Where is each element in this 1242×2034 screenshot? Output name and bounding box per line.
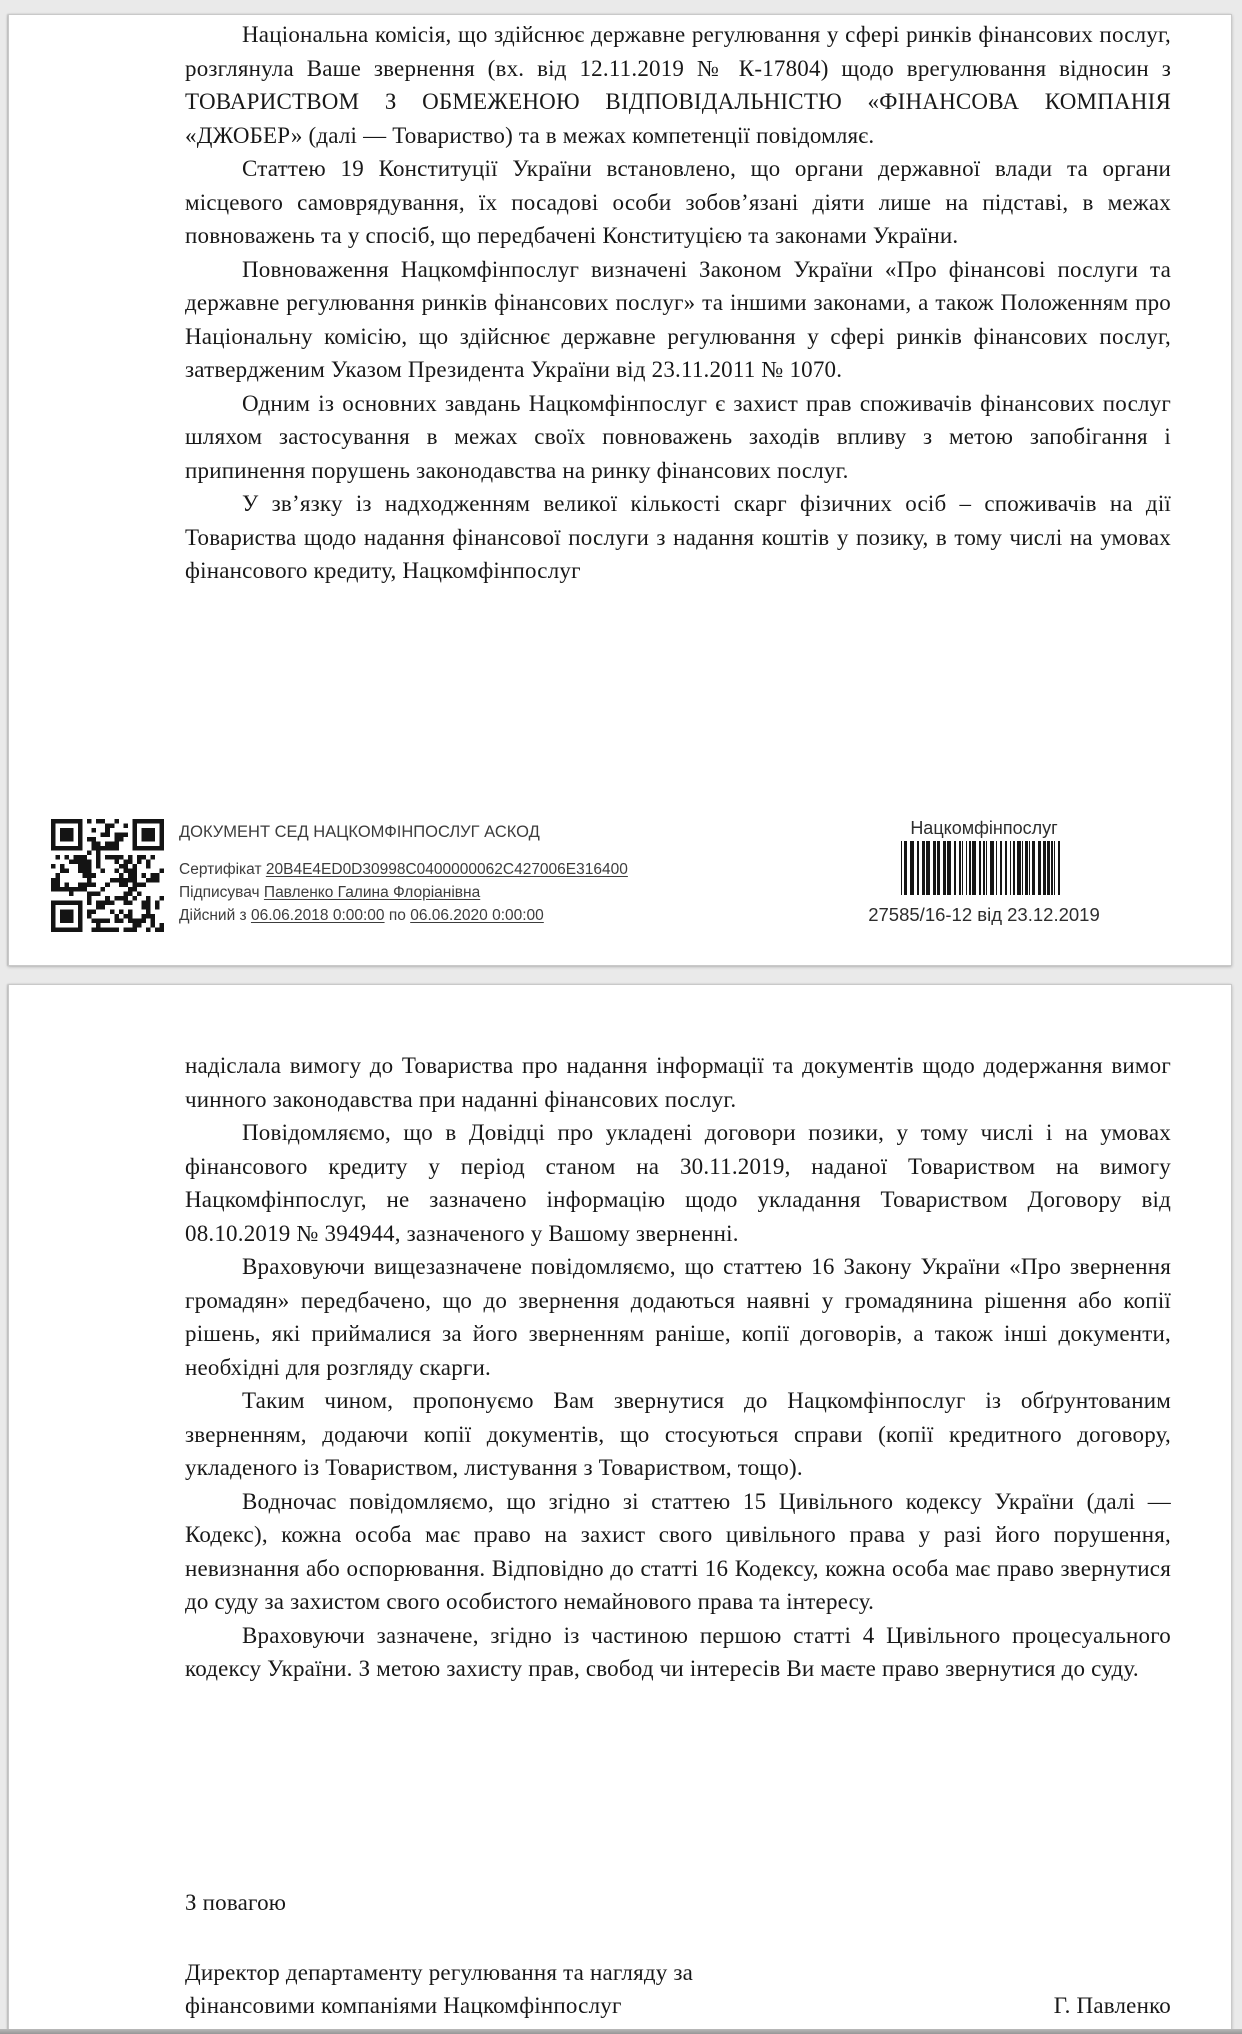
signer-position-line2: фінансовими компаніями Нацкомфінпослуг (185, 1993, 622, 2018)
signer-line (179, 881, 628, 904)
document-page-1 (8, 14, 1232, 966)
registration-number: 27585/16-12 від 23.12.2019 (868, 904, 1100, 925)
paragraph: Національна комісія, що здійснює державне регулювання у сфері ринків фінансових послуг, розглянула Ваше звернення (вх. від 12.11.2019 № К-17804) щодо врегулювання відносин з ТОВАРИСТВОМ З ОБМЕЖЕНОЮ ВІДПОВІДАЛЬНІСТЮ «ФІНАНСОВА КОМПАНІЯ «ДЖОБЕР» (далі — Товариство) та в межах компетенції повідомляє. (185, 22, 1171, 148)
page2-text-block (9, 985, 1231, 1821)
paragraph: надіслала вимогу до Товариства про надання інформації та документів щодо додержання вимог чинного законодавства при наданні фінансових послуг. (185, 1053, 1171, 1112)
validity-prefix: Дійсний з (179, 907, 247, 924)
paragraph: У зв’язку із надходженням великої кількості скарг фізичних осіб – споживачів на дії Товариства щодо надання фінансової послуги з надання коштів у позику, в тому числі на умовах фінансового кредиту, Нацкомфінпослуг (185, 491, 1171, 583)
electronic-signature-stamp (9, 815, 1231, 960)
signer-name: Павленко Галина Флоріанівна (263, 884, 481, 901)
document-page-2 (8, 984, 1232, 2030)
signer-label: Підписувач (179, 884, 260, 901)
paragraph: Водночас повідомляємо, що згідно зі статтею 15 Цивільного кодексу України (далі — Кодекс), кожна особа має право на захист свого цивільного права у разі його порушення, невизнання або оспорювання. Відповідно до статті 16 Кодексу, кожна особа має право звернутися до суду за захистом свого особистого немайнового права та інтересу. (185, 1488, 1171, 1614)
registration-stamp (861, 817, 1107, 926)
certificate-number: 20B4E4ED0D30998C0400000062C427006E316400 (265, 861, 628, 878)
certificate-label: Сертифікат (179, 861, 262, 878)
signature-lines (185, 1956, 1171, 2023)
paragraph: Враховуючи вищезазначене повідомляємо, що статтею 16 Закону України «Про звернення громадян» передбачено, що до звернення додаються наявні у громадянина рішення або копії рішень, які приймалися за його зверненням раніше, копії договорів, а також інші документи, необхідні для розгляду скарги. (185, 1254, 1171, 1380)
paragraph: Статтею 19 Конституції України встановлено, що органи державної влади та органи місцевого самоврядування, їх посадові особи зобов’язані діяти лише на підставі, в межах повноважень та у спосіб, що передбачені Конституцією та законами України. (185, 156, 1171, 248)
page1-text-block (9, 15, 1231, 723)
closing-block (9, 1886, 1231, 2023)
signer-short-name: Г. Павленко (1053, 1993, 1171, 2018)
certificate-line (179, 858, 628, 881)
closing-salutation: З повагою (185, 1890, 287, 1915)
signature-details (179, 821, 628, 927)
paragraph: Повноваження Нацкомфінпослуг визначені Законом України «Про фінансові послуги та державне регулювання ринків фінансових послуг» та іншими законами, а також Положенням про Національну комісію, що здійснює державне регулювання у сфері ринків фінансових послуг, затвердженим Указом Президента України від 23.11.2011 № 1070. (185, 256, 1171, 382)
paragraph: Одним із основних завдань Нацкомфінпослуг є захист прав споживачів фінансових послуг шляхом застосування в межах своїх повноважень заходів впливу з метою запобігання і припинення порушень законодавства на ринку фінансових послуг. (185, 390, 1171, 483)
stamp-agency-label: Нацкомфінпослуг (910, 818, 1058, 838)
valid-to-date: 06.06.2020 0:00:00 (410, 907, 544, 924)
barcode (901, 841, 1067, 895)
valid-from-date: 06.06.2018 0:00:00 (250, 907, 385, 924)
paragraph: Таким чином, пропонуємо Вам звернутися до Нацкомфінпослуг із обґрунтованим зверненням, додаючи копії документів, що стосуються справи (копії кредитного договору, укладеного із Товариством, листування з Товариством, тощо). (185, 1388, 1171, 1480)
validity-middle: по (388, 907, 406, 924)
bottom-edge-bar (0, 2029, 1242, 2034)
signer-position-line1: Директор департаменту регулювання та нагляду за (185, 1959, 694, 1985)
paragraph: Повідомляємо, що в Довідці про укладені договори позики, у тому числі і на умовах фінансового кредиту у період станом на 30.11.2019, наданої Товариством на вимогу Нацкомфінпослуг, не зазначено інформацію щодо укладання Товариством Договору від 08.10.2019 № 394944, зазначеного у Вашому зверненні. (185, 1120, 1171, 1246)
validity-line (179, 904, 628, 927)
sed-system-title: ДОКУМЕНТ СЕД НАЦКОМФІНПОСЛУГ АСКОД (179, 823, 540, 841)
qr-code (51, 819, 164, 932)
paragraph: Враховуючи зазначене, згідно із частиною першою статті 4 Цивільного процесуального кодексу України. З метою захисту прав, свобод чи інтересів Ви маєте право звернутися до суду. (185, 1622, 1171, 1681)
